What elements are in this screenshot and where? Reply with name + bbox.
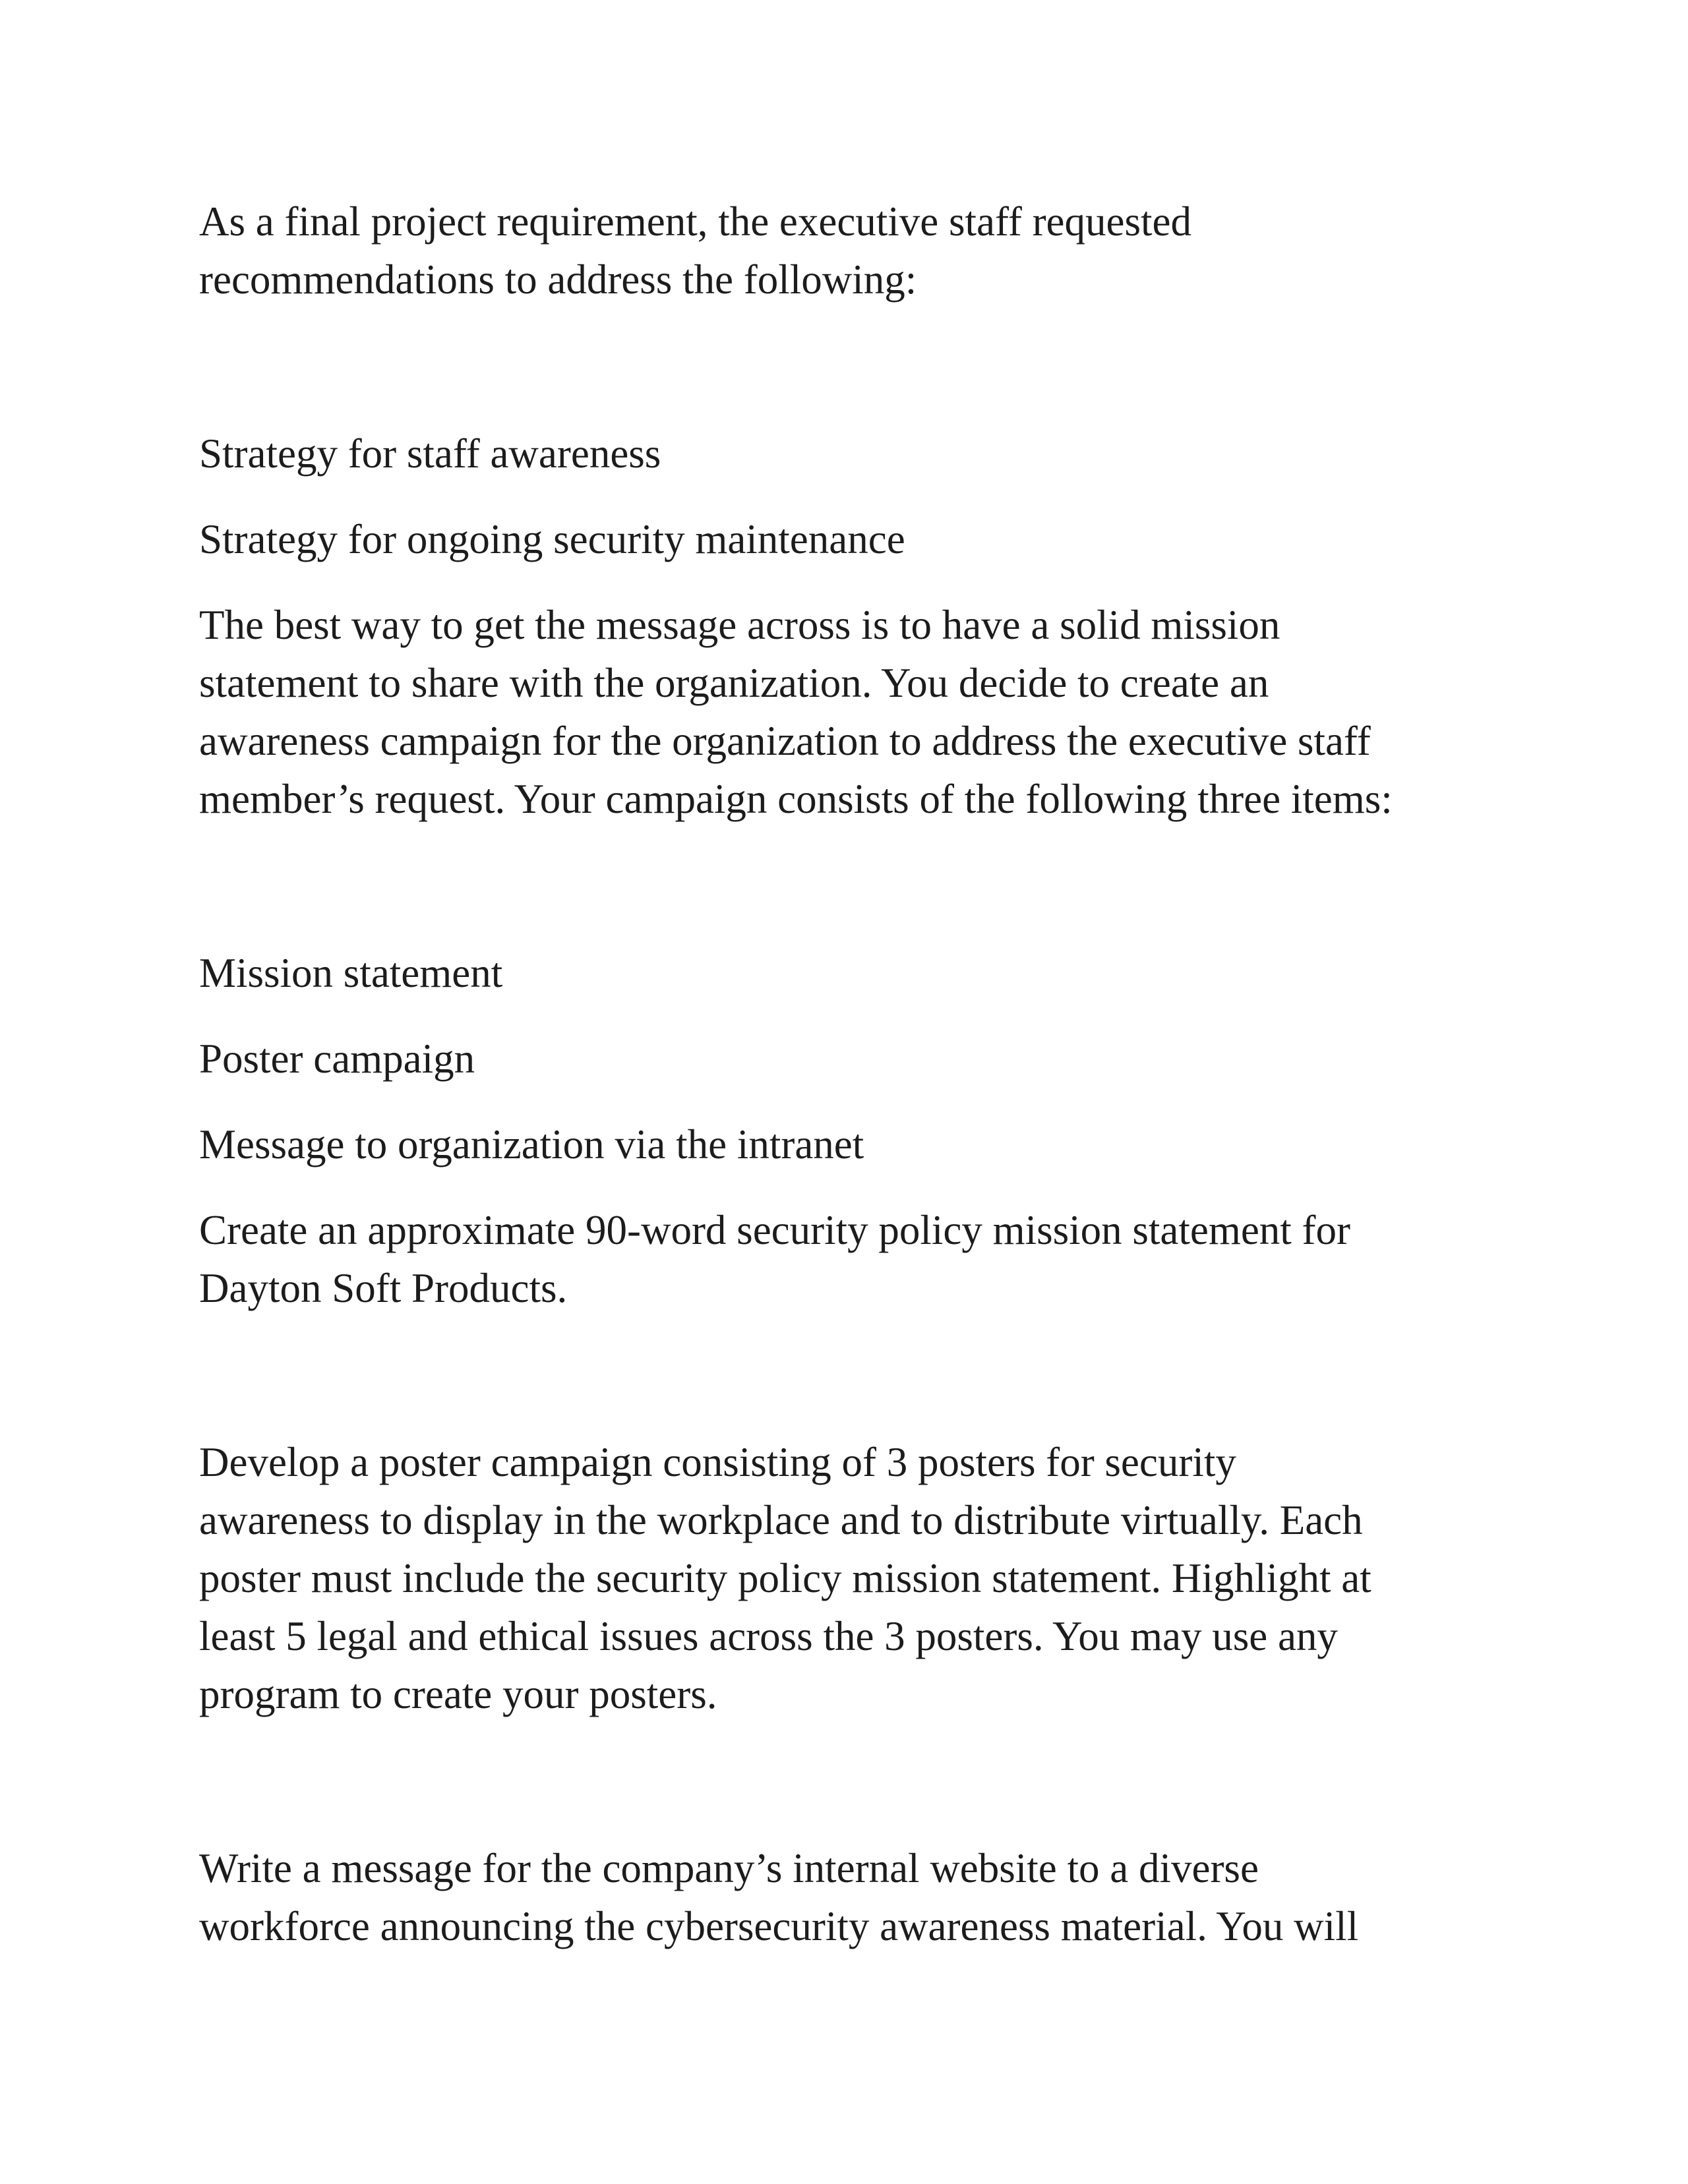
list-item-poster-campaign — [199, 1030, 1518, 1088]
text-line: Strategy for staff awareness — [199, 430, 661, 477]
text-line: poster must include the security policy mission statement. Highlight at — [199, 1555, 1372, 1601]
text-line: program to create your posters. — [199, 1671, 717, 1717]
document-body — [199, 192, 1518, 1955]
text-line: awareness to display in the workplace and to distribute virtually. Each — [199, 1497, 1363, 1543]
text-line: Create an approximate 90-word security policy mission statement for — [199, 1207, 1351, 1253]
list-item-intranet-message — [199, 1115, 1518, 1173]
mission-statement-paragraph — [199, 1201, 1518, 1317]
text-line: As a final project requirement, the executive staff requested — [199, 198, 1191, 245]
text-line: statement to share with the organization. You decide to create an — [199, 660, 1269, 706]
text-line: Dayton Soft Products. — [199, 1265, 568, 1311]
text-line: Mission statement — [199, 950, 503, 996]
list-item-security-maintenance — [199, 510, 1518, 568]
list-item-mission-statement — [199, 944, 1518, 1002]
text-line: least 5 legal and ethical issues across the 3 posters. You may use any — [199, 1613, 1338, 1659]
text-line: member’s request. Your campaign consists of the following three items: — [199, 776, 1393, 822]
intranet-message-paragraph — [199, 1839, 1518, 1955]
text-line: recommendations to address the following: — [199, 256, 917, 303]
text-line: Develop a poster campaign consisting of 3 posters for security — [199, 1439, 1236, 1485]
text-line: awareness campaign for the organization to address the executive staff — [199, 718, 1371, 764]
text-line: Strategy for ongoing security maintenance — [199, 516, 905, 562]
text-line: workforce announcing the cybersecurity awareness material. You will — [199, 1903, 1359, 1949]
text-line: Poster campaign — [199, 1036, 475, 1082]
text-line: The best way to get the message across is to have a solid mission — [199, 602, 1281, 648]
text-line: Message to organization via the intranet — [199, 1121, 864, 1167]
intro-paragraph — [199, 192, 1518, 309]
campaign-paragraph — [199, 596, 1518, 828]
poster-campaign-paragraph — [199, 1433, 1518, 1723]
text-line: Write a message for the company’s internal website to a diverse — [199, 1845, 1259, 1891]
list-item-staff-awareness — [199, 425, 1518, 483]
